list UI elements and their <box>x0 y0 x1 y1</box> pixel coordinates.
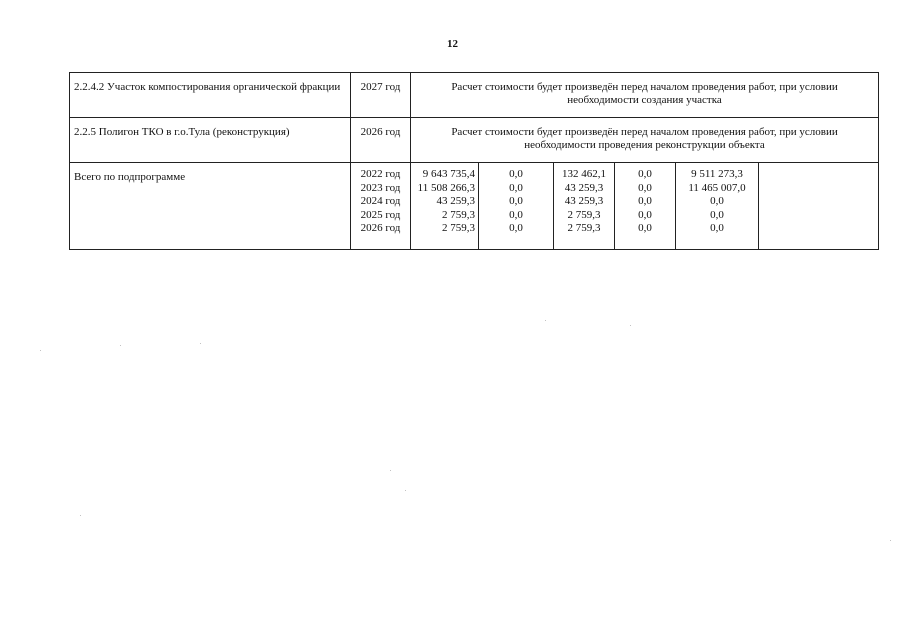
scan-speck <box>80 515 81 516</box>
col2-value: 0,0 <box>509 222 523 234</box>
col3-cell <box>554 163 615 250</box>
col3-value: 2 759,3 <box>567 222 601 234</box>
col2-value: 0,0 <box>509 208 523 221</box>
budget-table <box>69 72 879 250</box>
total-sum-cell <box>411 163 479 250</box>
col4-value: 0,0 <box>638 222 652 234</box>
col5-value: 0,0 <box>710 222 724 234</box>
item-name: 2.2.5 Полигон ТКО в г.о.Тула (реконструкция) <box>70 118 351 163</box>
sum-value: 11 508 266,3 <box>417 181 475 194</box>
scan-speck <box>405 490 406 491</box>
scan-speck <box>200 343 201 344</box>
col5-value: 0,0 <box>710 195 724 207</box>
year-value: 2026 год <box>360 222 401 234</box>
item-year: 2026 год <box>351 118 411 163</box>
scan-speck <box>390 470 391 471</box>
total-years-cell <box>351 163 411 250</box>
col2-value: 0,0 <box>509 181 523 194</box>
item-note: Расчет стоимости будет произведён перед началом проведения работ, при условии необходимости создания участка <box>411 73 879 118</box>
col5-value: 9 511 273,3 <box>691 168 743 180</box>
scan-speck <box>120 345 121 346</box>
scan-speck <box>890 540 891 541</box>
col3-value: 43 259,3 <box>564 195 604 207</box>
year-value: 2025 год <box>360 208 401 221</box>
col4-value: 0,0 <box>638 168 652 180</box>
sum-value: 2 759,3 <box>442 208 475 221</box>
col3-value: 132 462,1 <box>562 168 606 180</box>
total-row <box>70 163 879 250</box>
col4-value: 0,0 <box>638 181 652 194</box>
item-year: 2027 год <box>351 73 411 118</box>
item-name: 2.2.4.2 Участок компостирования органической фракции <box>70 73 351 118</box>
table-row <box>70 118 879 163</box>
total-label: Всего по подпрограмме <box>70 163 351 250</box>
year-value: 2022 год <box>360 168 401 180</box>
col3-value: 2 759,3 <box>567 208 601 221</box>
scan-speck <box>545 320 546 321</box>
col2-cell <box>479 163 554 250</box>
col4-value: 0,0 <box>638 195 652 207</box>
sum-value: 43 259,3 <box>436 195 475 207</box>
sum-value: 9 643 735,4 <box>422 168 475 180</box>
col4-value: 0,0 <box>638 208 652 221</box>
col5-value: 11 465 007,0 <box>688 181 746 194</box>
col3-value: 43 259,3 <box>564 181 604 194</box>
empty-cell <box>759 163 879 250</box>
item-note: Расчет стоимости будет произведён перед началом проведения работ, при условии необходимости проведения реконструкции объекта <box>411 118 879 163</box>
year-value: 2023 год <box>360 181 401 194</box>
scan-speck <box>630 325 631 326</box>
col2-value: 0,0 <box>509 168 523 180</box>
scan-speck <box>40 350 41 351</box>
col5-cell <box>676 163 759 250</box>
col4-cell <box>615 163 676 250</box>
col5-value: 0,0 <box>710 208 724 221</box>
page-number: 12 <box>447 38 458 50</box>
table-row <box>70 73 879 118</box>
year-value: 2024 год <box>360 195 401 207</box>
sum-value: 2 759,3 <box>442 222 475 234</box>
col2-value: 0,0 <box>509 195 523 207</box>
